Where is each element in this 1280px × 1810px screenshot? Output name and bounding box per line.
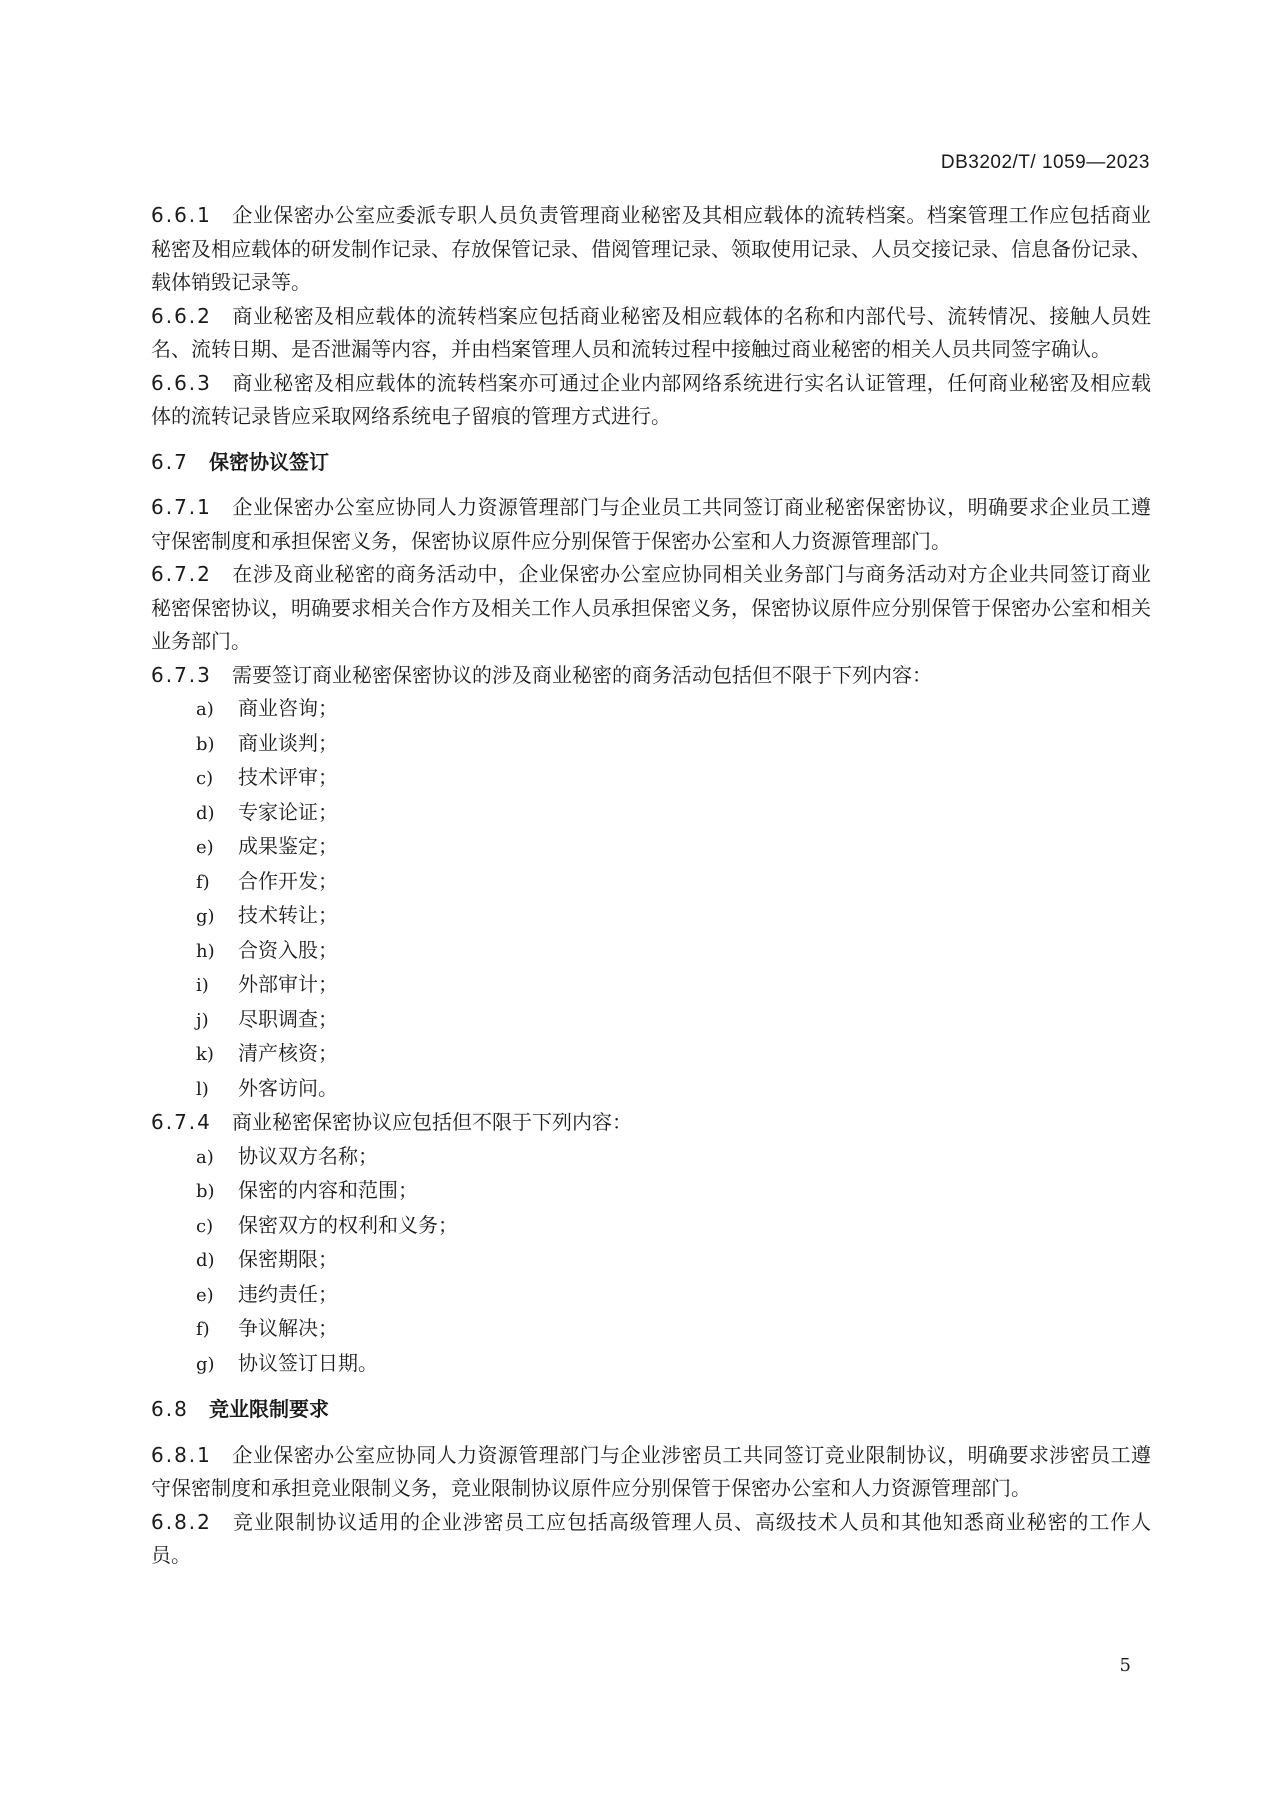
list-marker: j) xyxy=(196,1009,209,1031)
list-marker: c) xyxy=(196,1215,214,1237)
clause-text: 需要签订商业秘密保密协议的涉及商业秘密的商务活动包括但不限于下列内容： xyxy=(232,662,932,687)
list-item-text: 成果鉴定； xyxy=(238,834,338,858)
list-item-text: 争议解决； xyxy=(238,1316,338,1340)
list-item xyxy=(151,727,1151,762)
list-marker: a) xyxy=(196,1146,214,1168)
section-heading-6-7 xyxy=(151,446,1151,480)
list-item xyxy=(151,830,1151,865)
clause-text: 竞业限制协议适用的企业涉密员工应包括高级管理人员、高级技术人员和其他知悉商业秘密的工作人员。 xyxy=(151,1509,1151,1567)
clause-text: 企业保密办公室应委派专职人员负责管理商业秘密及其相应载体的流转档案。档案管理工作应包括商业秘密及相应载体的研发制作记录、存放保管记录、借阅管理记录、领取使用记录、人员交接记录、信息备份记录、载体销毁记录等。 xyxy=(151,203,1151,294)
agreement-content-list xyxy=(151,1140,1151,1382)
clause-6-6-3 xyxy=(151,367,1151,434)
list-item-text: 协议双方名称； xyxy=(238,1143,378,1168)
list-item xyxy=(151,1278,1151,1313)
section-title: 竞业限制要求 xyxy=(209,1397,329,1421)
clause-number: 6.7.4 xyxy=(151,1110,212,1134)
clause-text: 在涉及商业秘密的商务活动中，企业保密办公室应协同相关业务部门与商务活动对方企业共同签订商业秘密保密协议，明确要求相关合作方及相关工作人员承担保密义务，保密协议原件应分别保管于保密办公室和相关业务部门。 xyxy=(151,562,1151,653)
list-item-text: 外部审计； xyxy=(238,972,338,996)
list-item xyxy=(151,1243,1151,1278)
list-item-text: 外客访问。 xyxy=(238,1075,338,1100)
business-activity-list xyxy=(151,692,1151,1106)
list-item-text: 技术评审； xyxy=(238,765,338,789)
clause-6-8-1 xyxy=(151,1439,1151,1506)
list-item-text: 专家论证； xyxy=(238,799,338,824)
list-marker: a) xyxy=(196,699,214,720)
list-item-text: 商业咨询； xyxy=(238,696,338,720)
list-item-text: 商业谈判； xyxy=(238,730,338,755)
list-item xyxy=(151,1347,1151,1382)
clause-number: 6.7.3 xyxy=(151,662,212,687)
list-item-text: 保密的内容和范围； xyxy=(238,1178,418,1202)
list-item xyxy=(151,865,1151,900)
list-marker: d) xyxy=(196,1250,215,1271)
list-item-text: 合资入股； xyxy=(238,937,338,962)
list-item xyxy=(151,1037,1151,1072)
list-item xyxy=(151,1072,1151,1107)
section-number: 6.8 xyxy=(151,1397,189,1421)
clause-text: 商业秘密保密协议应包括但不限于下列内容： xyxy=(232,1110,632,1134)
clause-number: 6.6.3 xyxy=(151,370,212,395)
list-marker: i) xyxy=(196,975,209,996)
list-item xyxy=(151,1174,1151,1209)
list-item xyxy=(151,692,1151,727)
list-item-text: 尽职调查； xyxy=(238,1006,338,1031)
list-marker: f) xyxy=(196,1319,210,1340)
clause-6-6-2 xyxy=(151,300,1151,367)
clause-number: 6.7.2 xyxy=(151,562,212,586)
list-item xyxy=(151,1312,1151,1347)
list-item-text: 清产核资； xyxy=(238,1041,338,1065)
list-item xyxy=(151,761,1151,796)
clause-number: 6.8.1 xyxy=(151,1442,212,1467)
section-title: 保密协议签订 xyxy=(209,449,329,474)
list-marker: e) xyxy=(196,1284,214,1306)
list-item-text: 保密双方的权利和义务； xyxy=(238,1212,458,1237)
clause-number: 6.8.2 xyxy=(151,1509,212,1534)
list-item xyxy=(151,899,1151,934)
document-body xyxy=(151,199,1151,1573)
clause-text: 企业保密办公室应协同人力资源管理部门与企业员工共同签订商业秘密保密协议，明确要求企业员工遵守保密制度和承担保密义务，保密协议原件应分别保管于保密办公室和人力资源管理部门。 xyxy=(151,495,1151,553)
list-marker: k) xyxy=(196,1044,214,1065)
clause-6-7-4 xyxy=(151,1106,1151,1140)
list-marker: g) xyxy=(196,906,215,927)
document-code: DB3202/T/ 1059—2023 xyxy=(940,152,1150,173)
page-number: 5 xyxy=(1119,1655,1131,1676)
clause-6-7-1 xyxy=(151,491,1151,558)
section-number: 6.7 xyxy=(151,449,189,474)
list-item xyxy=(151,1003,1151,1038)
list-item xyxy=(151,1209,1151,1244)
clause-6-7-3 xyxy=(151,659,1151,693)
list-item-text: 技术转让； xyxy=(238,903,338,927)
clause-6-8-2 xyxy=(151,1506,1151,1573)
list-item xyxy=(151,934,1151,969)
list-item xyxy=(151,1140,1151,1175)
clause-6-7-2 xyxy=(151,558,1151,659)
list-item-text: 协议签订日期。 xyxy=(238,1350,378,1375)
list-item xyxy=(151,796,1151,831)
list-item-text: 违约责任； xyxy=(238,1281,338,1306)
clause-number: 6.6.1 xyxy=(151,203,212,227)
clause-number: 6.7.1 xyxy=(151,495,212,519)
clause-number: 6.6.2 xyxy=(151,303,212,328)
list-marker: b) xyxy=(196,733,215,755)
list-marker: d) xyxy=(196,802,215,824)
clause-6-6-1 xyxy=(151,199,1151,300)
list-marker: l) xyxy=(196,1078,209,1100)
clause-text: 商业秘密及相应载体的流转档案亦可通过企业内部网络系统进行实名认证管理，任何商业秘密及相应载体的流转记录皆应采取网络系统电子留痕的管理方式进行。 xyxy=(151,370,1151,428)
clause-text: 企业保密办公室应协同人力资源管理部门与企业涉密员工共同签订竞业限制协议，明确要求涉密员工遵守保密制度和承担竞业限制义务，竞业限制协议原件应分别保管于保密办公室和人力资源管理部门。 xyxy=(151,1442,1151,1500)
list-item xyxy=(151,968,1151,1003)
list-marker: e) xyxy=(196,837,214,858)
list-item-text: 保密期限； xyxy=(238,1247,338,1271)
clause-text: 商业秘密及相应载体的流转档案应包括商业秘密及相应载体的名称和内部代号、流转情况、接触人员姓名、流转日期、是否泄漏等内容，并由档案管理人员和流转过程中接触过商业秘密的相关人员共同签字确认。 xyxy=(151,303,1151,361)
list-item-text: 合作开发； xyxy=(238,868,338,893)
section-heading-6-8 xyxy=(151,1393,1151,1427)
list-marker: f) xyxy=(196,871,210,893)
list-marker: b) xyxy=(196,1181,215,1202)
list-marker: g) xyxy=(196,1353,215,1375)
list-marker: h) xyxy=(196,940,215,962)
list-marker: c) xyxy=(196,768,214,789)
